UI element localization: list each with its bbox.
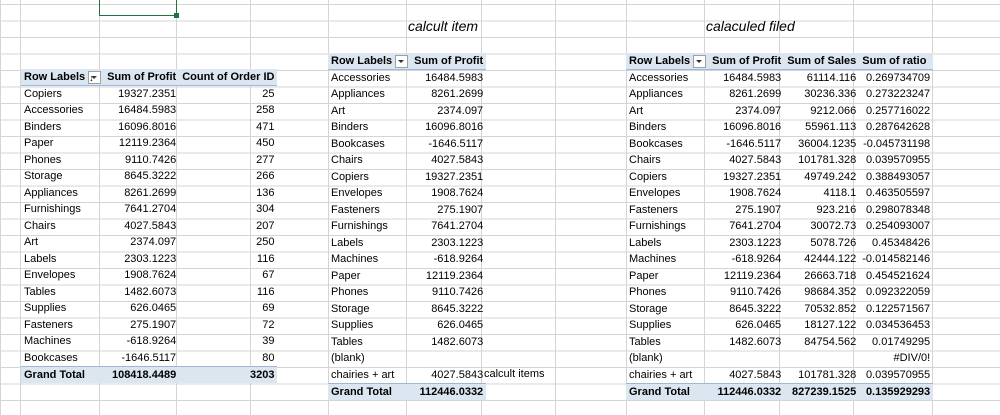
value-cell[interactable]: 0.092322059 xyxy=(865,286,931,299)
row-label-cell[interactable]: Fasteners xyxy=(24,318,73,331)
pivot-row[interactable] xyxy=(626,350,933,367)
value-cell[interactable]: 0.287642628 xyxy=(865,121,931,134)
value-cell[interactable]: -0.014582146 xyxy=(862,253,931,266)
pivot-row[interactable] xyxy=(626,235,933,252)
pivot-row[interactable] xyxy=(328,169,486,186)
pivot-row[interactable] xyxy=(21,284,277,301)
value-cell[interactable]: -1646.5117 xyxy=(726,137,782,150)
row-label-cell[interactable]: Accessories xyxy=(24,104,84,117)
pivot-row[interactable] xyxy=(21,300,277,317)
value-cell[interactable]: 450 xyxy=(256,137,275,150)
row-label-cell[interactable]: Machines xyxy=(24,335,72,348)
pivot-row[interactable] xyxy=(626,185,933,202)
row-labels-header[interactable]: Row Labels xyxy=(328,53,411,70)
grand-total-profit: 112446.0332 xyxy=(411,383,486,400)
grand-total-label: Grand Total xyxy=(21,366,104,383)
pivot-row[interactable] xyxy=(328,152,486,169)
pivot-row[interactable] xyxy=(626,334,933,351)
pivot-row[interactable] xyxy=(626,86,933,103)
value-cell[interactable]: 101781.328 xyxy=(798,368,857,381)
value-cell[interactable]: 2303.1223 xyxy=(729,236,782,249)
pivot-row[interactable] xyxy=(21,350,277,367)
row-label-cell[interactable]: Storage xyxy=(24,170,63,183)
pivot-row[interactable] xyxy=(626,284,933,301)
pivot-row[interactable] xyxy=(626,103,933,120)
value-cell[interactable]: 16096.8016 xyxy=(425,121,484,134)
value-cell[interactable]: 12119.2364 xyxy=(118,137,177,150)
value-cell[interactable]: 25 xyxy=(262,88,275,100)
row-label-cell[interactable]: chairies + art xyxy=(629,368,693,381)
value-cell[interactable]: 16096.8016 xyxy=(118,120,177,133)
value-cell[interactable]: 304 xyxy=(256,203,275,216)
pivot-row[interactable] xyxy=(328,334,486,351)
value-cell[interactable]: 0.01749295 xyxy=(872,335,931,348)
value-cell[interactable]: 55961.113 xyxy=(805,121,857,134)
value-cell[interactable]: 0.388493057 xyxy=(865,170,931,183)
value-cell[interactable]: 101781.328 xyxy=(798,154,857,167)
row-label-cell[interactable]: Paper xyxy=(24,137,54,150)
pivot-row[interactable] xyxy=(21,317,277,334)
grand-total-profit: 112446.0332 xyxy=(709,383,784,400)
row-label-cell[interactable]: Furnishings xyxy=(24,203,81,216)
row-label-cell[interactable]: Supplies xyxy=(24,302,67,315)
row-label-cell[interactable]: Envelopes xyxy=(24,269,76,282)
value-cell[interactable]: 16484.5983 xyxy=(118,104,177,117)
value-cell[interactable]: -1646.5117 xyxy=(428,137,484,150)
pivot-row[interactable] xyxy=(626,251,933,268)
row-label-cell[interactable]: Tables xyxy=(629,335,661,348)
row-label-cell[interactable]: (blank) xyxy=(629,352,663,365)
value-cell[interactable]: 12119.2364 xyxy=(723,269,782,282)
row-label-cell[interactable]: Phones xyxy=(629,286,667,299)
pivot-row[interactable] xyxy=(626,136,933,153)
pivot-row[interactable] xyxy=(21,185,277,202)
grand-total-ratio: 0.135929293 xyxy=(859,383,933,400)
row-label-cell[interactable]: Copiers xyxy=(629,170,667,183)
value-cell[interactable]: 471 xyxy=(256,120,275,133)
row-label-cell[interactable]: Envelopes xyxy=(629,187,681,200)
row-label-cell[interactable]: Appliances xyxy=(629,88,683,101)
value-cell[interactable]: 258 xyxy=(256,104,275,117)
value-cell[interactable]: 19327.2351 xyxy=(118,88,177,100)
value-cell[interactable]: 626.0465 xyxy=(437,319,484,332)
row-label-cell[interactable]: Furnishings xyxy=(331,220,388,233)
value-cell[interactable]: #DIV/0! xyxy=(893,352,931,365)
pivot-table-calculated-item[interactable] xyxy=(328,53,486,400)
value-cell[interactable]: 30236.336 xyxy=(804,88,857,101)
value-cell[interactable]: 12119.2364 xyxy=(425,269,484,282)
value-cell[interactable]: 8261.2699 xyxy=(124,186,177,199)
value-cell[interactable]: 8645.3222 xyxy=(431,302,484,315)
pivot-row[interactable] xyxy=(328,218,486,235)
value-cell[interactable]: 275.1907 xyxy=(735,203,782,216)
value-cell[interactable]: 0.034536453 xyxy=(865,319,931,332)
value-cell[interactable]: 80 xyxy=(262,351,275,364)
value-cell[interactable]: 4027.5843 xyxy=(124,219,177,232)
pivot-row[interactable] xyxy=(328,119,486,136)
row-labels-header[interactable]: Row Labels xyxy=(626,53,709,70)
row-label-cell[interactable]: Tables xyxy=(24,285,56,298)
grand-total-sales: 827239.1525 xyxy=(784,383,859,400)
value-cell[interactable]: 9110.7426 xyxy=(432,286,484,299)
sum-sales-header: Sum of Sales xyxy=(784,53,859,70)
value-cell[interactable]: 8645.3222 xyxy=(124,170,177,183)
value-cell[interactable] xyxy=(709,350,784,367)
value-cell[interactable]: 136 xyxy=(256,186,275,199)
pivot-table-calculated-field[interactable] xyxy=(626,53,933,400)
row-label-cell[interactable]: Appliances xyxy=(24,186,78,199)
pivot-row[interactable] xyxy=(21,119,277,136)
value-cell[interactable]: 923.216 xyxy=(816,203,857,216)
row-label-cell[interactable]: Labels xyxy=(629,236,662,249)
value-cell[interactable]: 67 xyxy=(262,269,275,282)
value-cell[interactable]: 275.1907 xyxy=(130,318,177,331)
row-label-cell[interactable]: Labels xyxy=(24,252,57,265)
value-cell[interactable]: 0.463505597 xyxy=(865,187,931,200)
value-cell[interactable]: 26663.718 xyxy=(804,269,857,282)
value-cell[interactable]: 4027.5843 xyxy=(431,154,484,167)
value-cell[interactable]: -618.9264 xyxy=(731,253,782,266)
pivot-row[interactable] xyxy=(626,169,933,186)
value-cell[interactable]: 207 xyxy=(256,219,275,232)
value-cell[interactable]: 16484.5983 xyxy=(425,72,484,84)
value-cell[interactable]: -618.9264 xyxy=(126,335,177,348)
pivot-row[interactable] xyxy=(21,168,277,185)
value-cell[interactable]: 61114.116 xyxy=(806,72,857,84)
row-label-cell[interactable]: Chairs xyxy=(629,154,661,167)
value-cell[interactable]: 5078.726 xyxy=(810,236,857,249)
value-cell[interactable]: 0.039570955 xyxy=(865,368,931,381)
row-label-cell[interactable]: Tables xyxy=(331,335,363,348)
heading-calculed-field: calaculed filed xyxy=(706,18,795,34)
pivot-row[interactable] xyxy=(328,251,486,268)
pivot-row[interactable] xyxy=(626,301,933,318)
row-label-cell[interactable]: Envelopes xyxy=(331,187,383,200)
pivot-row[interactable] xyxy=(21,102,277,119)
row-label-cell[interactable]: Fasteners xyxy=(629,203,678,216)
value-cell[interactable]: 70532.852 xyxy=(804,302,857,315)
grand-total-label: Grand Total xyxy=(626,383,709,400)
pivot-row[interactable] xyxy=(626,202,933,219)
filter-dropdown-icon[interactable] xyxy=(693,55,706,68)
pivot-table-profit-count[interactable] xyxy=(21,69,277,383)
row-label-cell[interactable]: Labels xyxy=(331,236,364,249)
pivot-row[interactable] xyxy=(328,235,486,252)
pivot-row[interactable] xyxy=(626,317,933,334)
row-label-cell[interactable]: Accessories xyxy=(331,72,391,84)
value-cell[interactable]: 0.122571567 xyxy=(865,302,931,315)
sum-profit-header: Sum of Profit xyxy=(104,69,179,86)
pivot-row[interactable] xyxy=(626,119,933,136)
value-cell[interactable]: 1482.6073 xyxy=(124,285,177,298)
grand-total-label: Grand Total xyxy=(328,383,411,400)
grand-total-count: 3203 xyxy=(179,366,277,383)
value-cell[interactable]: 116 xyxy=(256,285,275,298)
pivot-row[interactable] xyxy=(626,367,933,384)
value-cell[interactable]: 4027.5843 xyxy=(431,368,484,381)
pivot-row[interactable] xyxy=(21,135,277,152)
pivot-row[interactable] xyxy=(328,70,486,87)
value-cell[interactable]: 1482.6073 xyxy=(729,335,782,348)
pivot-row[interactable] xyxy=(21,234,277,251)
pivot-row[interactable] xyxy=(21,267,277,284)
pivot-row[interactable] xyxy=(328,367,486,384)
value-cell[interactable]: 0.269734709 xyxy=(865,72,931,84)
value-cell[interactable]: 8261.2699 xyxy=(729,88,782,101)
selected-cell[interactable] xyxy=(99,0,177,16)
row-label-cell[interactable]: Chairs xyxy=(331,154,363,167)
pivot-row[interactable] xyxy=(328,185,486,202)
filter-dropdown-icon[interactable] xyxy=(395,55,408,68)
value-cell[interactable]: 0.039570955 xyxy=(865,154,931,167)
row-label-cell[interactable]: Chairs xyxy=(24,219,56,232)
value-cell[interactable]: 72 xyxy=(262,318,275,331)
row-label-cell[interactable]: Paper xyxy=(331,269,361,282)
value-cell[interactable]: 4027.5843 xyxy=(729,368,782,381)
value-cell[interactable]: 49749.242 xyxy=(804,170,857,183)
value-cell[interactable]: -0.045731198 xyxy=(863,137,931,150)
row-label-cell[interactable]: Supplies xyxy=(629,319,672,332)
row-label-cell[interactable]: Binders xyxy=(331,121,369,134)
grand-total-profit: 108418.4489 xyxy=(104,366,179,383)
row-label-cell[interactable]: Bookcases xyxy=(331,137,385,150)
value-cell[interactable]: 9110.7426 xyxy=(730,286,782,299)
value-cell[interactable]: 2303.1223 xyxy=(124,252,177,265)
value-cell[interactable]: 0.298078348 xyxy=(865,203,931,216)
value-cell[interactable]: 250 xyxy=(256,236,275,249)
row-label-cell[interactable]: Copiers xyxy=(331,170,369,183)
row-label-cell[interactable]: Supplies xyxy=(331,319,374,332)
value-cell[interactable]: 1908.7624 xyxy=(431,187,484,200)
value-cell[interactable]: 1482.6073 xyxy=(431,335,484,348)
pivot-row[interactable] xyxy=(328,103,486,120)
pivot-row[interactable] xyxy=(328,136,486,153)
value-cell[interactable]: 4118.1 xyxy=(823,187,857,200)
pivot-row[interactable] xyxy=(328,268,486,285)
row-label-cell[interactable]: Storage xyxy=(629,302,668,315)
row-labels-header[interactable]: Row Labels↓ xyxy=(21,69,104,86)
row-label-cell[interactable]: Art xyxy=(24,236,39,249)
filter-sort-dropdown-icon[interactable] xyxy=(88,71,101,84)
pivot-row[interactable] xyxy=(328,350,486,367)
value-cell[interactable]: 30072.73 xyxy=(810,220,857,233)
value-cell[interactable]: 275.1907 xyxy=(437,203,484,216)
value-cell[interactable]: 7641.2704 xyxy=(729,220,782,233)
pivot-row[interactable] xyxy=(626,70,933,87)
row-label-cell[interactable]: Furnishings xyxy=(629,220,686,233)
value-cell[interactable]: -618.9264 xyxy=(433,253,484,266)
value-cell[interactable]: 7641.2704 xyxy=(431,220,484,233)
row-label-cell[interactable]: Machines xyxy=(331,253,379,266)
value-cell[interactable]: 42444.122 xyxy=(804,253,857,266)
value-cell[interactable]: -1646.5117 xyxy=(121,351,177,364)
value-cell[interactable]: 98684.352 xyxy=(804,286,857,299)
row-label-cell[interactable]: Binders xyxy=(24,120,62,133)
pivot-row[interactable] xyxy=(21,251,277,268)
row-label-cell[interactable]: Copiers xyxy=(24,88,62,100)
value-cell[interactable]: 8261.2699 xyxy=(431,88,484,101)
row-label-cell[interactable]: Paper xyxy=(629,269,659,282)
pivot-row[interactable] xyxy=(328,317,486,334)
value-cell[interactable]: 16096.8016 xyxy=(723,121,782,134)
pivot-row[interactable] xyxy=(626,152,933,169)
row-label-cell[interactable]: Phones xyxy=(24,153,62,166)
sum-profit-header: Sum of Profit xyxy=(709,53,784,70)
row-label-cell[interactable]: (blank) xyxy=(331,352,365,365)
value-cell[interactable]: 2374.097 xyxy=(437,104,484,117)
value-cell[interactable]: 0.257716022 xyxy=(865,104,931,117)
value-cell[interactable]: 266 xyxy=(256,170,275,183)
pivot-row[interactable] xyxy=(21,333,277,350)
value-cell[interactable]: 9110.7426 xyxy=(125,153,177,166)
row-label-cell[interactable]: Bookcases xyxy=(24,351,78,364)
row-label-cell[interactable]: Fasteners xyxy=(331,203,380,216)
row-label-cell[interactable]: Binders xyxy=(629,121,667,134)
row-label-cell[interactable]: chairies + art xyxy=(331,368,395,381)
count-order-header: Count of Order ID xyxy=(179,69,277,86)
value-cell[interactable]: 19327.2351 xyxy=(723,170,782,183)
row-label-cell[interactable]: Phones xyxy=(331,286,369,299)
value-cell[interactable]: 626.0465 xyxy=(130,302,177,315)
row-label-cell[interactable]: Storage xyxy=(331,302,370,315)
value-cell[interactable]: 16484.5983 xyxy=(723,72,782,84)
pivot-row[interactable] xyxy=(21,218,277,235)
pivot-row[interactable] xyxy=(626,218,933,235)
value-cell[interactable]: 19327.2351 xyxy=(425,170,484,183)
value-cell[interactable]: 116 xyxy=(256,252,275,265)
value-cell[interactable]: 9212.066 xyxy=(810,104,857,117)
value-cell[interactable]: 1908.7624 xyxy=(124,269,177,282)
row-label-cell[interactable]: Bookcases xyxy=(629,137,683,150)
value-cell[interactable]: 0.454521624 xyxy=(865,269,931,282)
row-label-cell[interactable]: Machines xyxy=(629,253,677,266)
heading-calcult-item: calcult item xyxy=(408,18,479,34)
pivot-row[interactable] xyxy=(328,86,486,103)
pivot-row[interactable] xyxy=(626,268,933,285)
value-cell[interactable]: 36004.1235 xyxy=(798,137,857,150)
value-cell[interactable]: 84754.562 xyxy=(804,335,857,348)
value-cell[interactable]: 2374.097 xyxy=(735,104,782,117)
calculated-items-note: calcult items xyxy=(484,368,545,380)
value-cell[interactable]: 2374.097 xyxy=(130,236,177,249)
pivot-row[interactable] xyxy=(328,202,486,219)
value-cell[interactable] xyxy=(784,350,859,367)
pivot-row[interactable] xyxy=(21,86,277,103)
value-cell[interactable]: 1908.7624 xyxy=(729,187,782,200)
value-cell[interactable]: 7641.2704 xyxy=(124,203,177,216)
value-cell[interactable]: 277 xyxy=(256,153,275,166)
row-label-cell[interactable]: Art xyxy=(629,104,644,117)
value-cell[interactable]: 0.273223247 xyxy=(865,88,931,101)
value-cell[interactable]: 39 xyxy=(262,335,275,348)
value-cell[interactable]: 69 xyxy=(262,302,275,315)
pivot-row[interactable] xyxy=(328,301,486,318)
pivot-row[interactable] xyxy=(21,201,277,218)
row-label-cell[interactable]: Accessories xyxy=(629,72,689,84)
value-cell[interactable]: 18127.122 xyxy=(804,319,857,332)
pivot-row[interactable] xyxy=(328,284,486,301)
value-cell[interactable] xyxy=(411,350,486,367)
sum-profit-header: Sum of Profit xyxy=(411,53,486,70)
value-cell[interactable]: 2303.1223 xyxy=(431,236,484,249)
value-cell[interactable]: 0.45348426 xyxy=(872,236,931,249)
row-label-cell[interactable]: Appliances xyxy=(331,88,385,101)
value-cell[interactable]: 626.0465 xyxy=(735,319,782,332)
row-label-cell[interactable]: Art xyxy=(331,104,346,117)
value-cell[interactable]: 8645.3222 xyxy=(729,302,782,315)
value-cell[interactable]: 4027.5843 xyxy=(729,154,782,167)
sum-ratio-header: Sum of ratio xyxy=(859,53,933,70)
value-cell[interactable]: 0.254093007 xyxy=(865,220,931,233)
pivot-row[interactable] xyxy=(21,152,277,169)
